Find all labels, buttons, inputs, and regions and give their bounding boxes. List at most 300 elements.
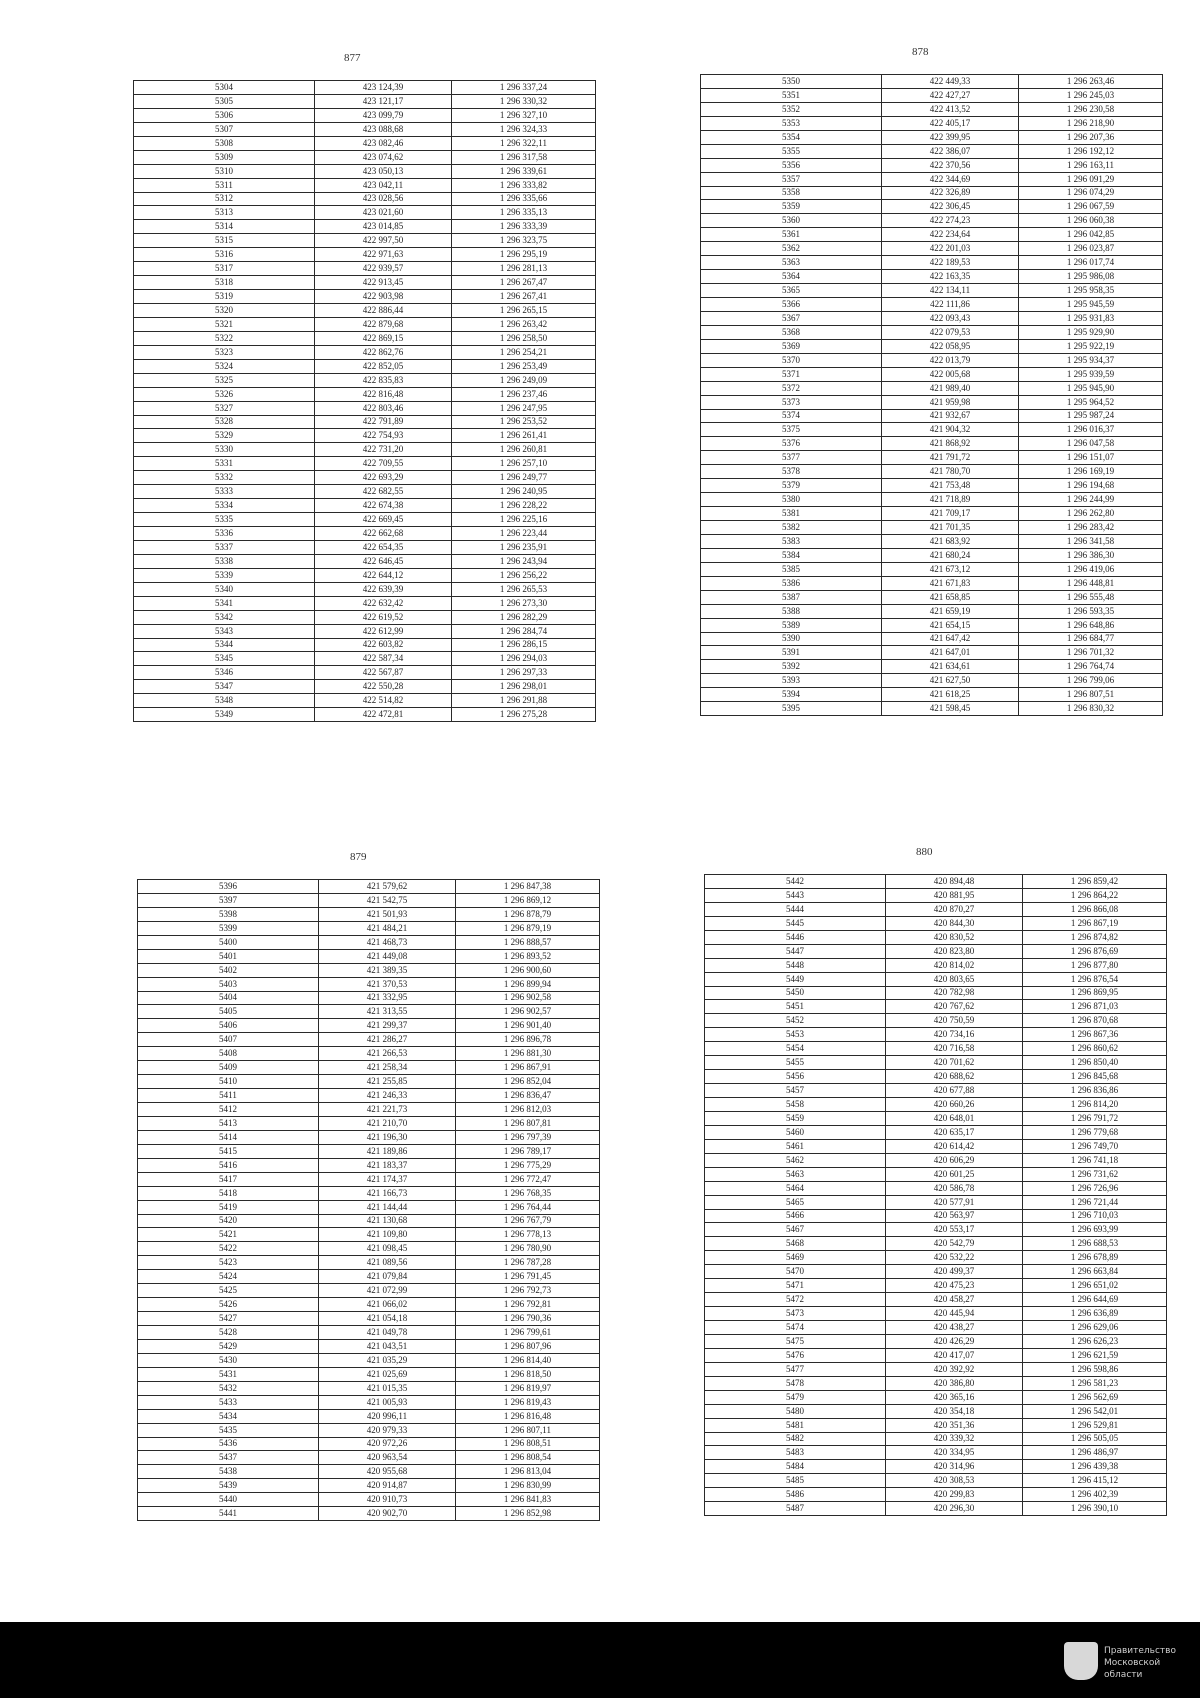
point-number-cell: 5360 xyxy=(701,214,882,228)
x-coordinate-cell: 422 005,68 xyxy=(882,367,1019,381)
point-number-cell: 5304 xyxy=(134,81,315,95)
table-row xyxy=(705,1446,1167,1460)
point-number-cell: 5416 xyxy=(138,1158,319,1172)
footer-bar xyxy=(0,1622,1200,1698)
y-coordinate-cell: 1 296 813,04 xyxy=(456,1465,600,1479)
x-coordinate-cell: 420 475,23 xyxy=(886,1279,1023,1293)
point-number-cell: 5472 xyxy=(705,1293,886,1307)
x-coordinate-cell: 422 163,35 xyxy=(882,270,1019,284)
point-number-cell: 5387 xyxy=(701,590,882,604)
x-coordinate-cell: 420 296,30 xyxy=(886,1502,1023,1516)
y-coordinate-cell: 1 296 562,69 xyxy=(1023,1390,1167,1404)
x-coordinate-cell: 422 587,34 xyxy=(315,652,452,666)
y-coordinate-cell: 1 296 870,68 xyxy=(1023,1014,1167,1028)
point-number-cell: 5465 xyxy=(705,1195,886,1209)
y-coordinate-cell: 1 296 876,54 xyxy=(1023,972,1167,986)
point-number-cell: 5319 xyxy=(134,290,315,304)
y-coordinate-cell: 1 296 598,86 xyxy=(1023,1362,1167,1376)
point-number-cell: 5362 xyxy=(701,242,882,256)
point-number-cell: 5375 xyxy=(701,423,882,437)
x-coordinate-cell: 420 532,22 xyxy=(886,1251,1023,1265)
y-coordinate-cell: 1 296 899,94 xyxy=(456,977,600,991)
y-coordinate-cell: 1 296 797,39 xyxy=(456,1130,600,1144)
table-row xyxy=(705,1153,1167,1167)
table-row xyxy=(138,1437,600,1451)
y-coordinate-cell: 1 296 867,91 xyxy=(456,1061,600,1075)
x-coordinate-cell: 420 803,65 xyxy=(886,972,1023,986)
y-coordinate-cell: 1 296 764,74 xyxy=(1019,660,1163,674)
y-coordinate-cell: 1 296 593,35 xyxy=(1019,604,1163,618)
point-number-cell: 5419 xyxy=(138,1200,319,1214)
table-row xyxy=(701,562,1163,576)
point-number-cell: 5468 xyxy=(705,1237,886,1251)
x-coordinate-cell: 421 015,35 xyxy=(319,1381,456,1395)
y-coordinate-cell: 1 296 067,59 xyxy=(1019,200,1163,214)
x-coordinate-cell: 421 659,19 xyxy=(882,604,1019,618)
point-number-cell: 5337 xyxy=(134,540,315,554)
y-coordinate-cell: 1 296 772,47 xyxy=(456,1172,600,1186)
point-number-cell: 5456 xyxy=(705,1070,886,1084)
x-coordinate-cell: 420 417,07 xyxy=(886,1348,1023,1362)
point-number-cell: 5405 xyxy=(138,1005,319,1019)
y-coordinate-cell: 1 296 731,62 xyxy=(1023,1167,1167,1181)
x-coordinate-cell: 422 234,64 xyxy=(882,228,1019,242)
x-coordinate-cell: 420 767,62 xyxy=(886,1000,1023,1014)
x-coordinate-cell: 421 647,01 xyxy=(882,646,1019,660)
point-number-cell: 5389 xyxy=(701,618,882,632)
y-coordinate-cell: 1 296 254,21 xyxy=(452,345,596,359)
table-row xyxy=(134,582,596,596)
point-number-cell: 5428 xyxy=(138,1326,319,1340)
point-number-cell: 5413 xyxy=(138,1116,319,1130)
y-coordinate-cell: 1 296 281,13 xyxy=(452,262,596,276)
table-row xyxy=(138,1270,600,1284)
point-number-cell: 5386 xyxy=(701,576,882,590)
x-coordinate-cell: 422 134,11 xyxy=(882,284,1019,298)
y-coordinate-cell: 1 296 337,24 xyxy=(452,81,596,95)
x-coordinate-cell: 421 221,73 xyxy=(319,1103,456,1117)
y-coordinate-cell: 1 295 964,52 xyxy=(1019,395,1163,409)
table-row xyxy=(138,1228,600,1242)
x-coordinate-cell: 421 144,44 xyxy=(319,1200,456,1214)
y-coordinate-cell: 1 296 415,12 xyxy=(1023,1474,1167,1488)
y-coordinate-cell: 1 295 939,59 xyxy=(1019,367,1163,381)
y-coordinate-cell: 1 296 091,29 xyxy=(1019,172,1163,186)
y-coordinate-cell: 1 296 333,39 xyxy=(452,220,596,234)
point-number-cell: 5395 xyxy=(701,702,882,716)
y-coordinate-cell: 1 296 223,44 xyxy=(452,527,596,541)
y-coordinate-cell: 1 296 893,52 xyxy=(456,949,600,963)
table-row xyxy=(138,880,600,894)
x-coordinate-cell: 422 879,68 xyxy=(315,317,452,331)
point-number-cell: 5409 xyxy=(138,1061,319,1075)
point-number-cell: 5474 xyxy=(705,1321,886,1335)
x-coordinate-cell: 420 910,73 xyxy=(319,1493,456,1507)
x-coordinate-cell: 420 354,18 xyxy=(886,1404,1023,1418)
point-number-cell: 5411 xyxy=(138,1089,319,1103)
x-coordinate-cell: 421 266,53 xyxy=(319,1047,456,1061)
table-row xyxy=(705,1334,1167,1348)
table-row xyxy=(138,1130,600,1144)
publisher-name xyxy=(1104,1645,1194,1681)
y-coordinate-cell: 1 296 017,74 xyxy=(1019,256,1163,270)
table-row xyxy=(701,576,1163,590)
x-coordinate-cell: 420 299,83 xyxy=(886,1488,1023,1502)
table-row xyxy=(134,513,596,527)
table-row xyxy=(705,1502,1167,1516)
point-number-cell: 5450 xyxy=(705,986,886,1000)
page-number-877: 877 xyxy=(344,52,361,64)
point-number-cell: 5402 xyxy=(138,963,319,977)
point-number-cell: 5355 xyxy=(701,144,882,158)
point-number-cell: 5315 xyxy=(134,234,315,248)
y-coordinate-cell: 1 296 016,37 xyxy=(1019,423,1163,437)
x-coordinate-cell: 421 246,33 xyxy=(319,1089,456,1103)
y-coordinate-cell: 1 296 257,10 xyxy=(452,457,596,471)
point-number-cell: 5434 xyxy=(138,1409,319,1423)
table-row xyxy=(138,1409,600,1423)
y-coordinate-cell: 1 296 249,77 xyxy=(452,471,596,485)
x-coordinate-cell: 422 869,15 xyxy=(315,331,452,345)
x-coordinate-cell: 422 079,53 xyxy=(882,325,1019,339)
y-coordinate-cell: 1 295 958,35 xyxy=(1019,284,1163,298)
y-coordinate-cell: 1 296 448,81 xyxy=(1019,576,1163,590)
point-number-cell: 5332 xyxy=(134,471,315,485)
point-number-cell: 5418 xyxy=(138,1186,319,1200)
x-coordinate-cell: 421 299,37 xyxy=(319,1019,456,1033)
y-coordinate-cell: 1 296 693,99 xyxy=(1023,1223,1167,1237)
table-row xyxy=(138,907,600,921)
y-coordinate-cell: 1 296 648,86 xyxy=(1019,618,1163,632)
x-coordinate-cell: 420 830,52 xyxy=(886,930,1023,944)
y-coordinate-cell: 1 296 871,03 xyxy=(1023,1000,1167,1014)
table-row xyxy=(138,1395,600,1409)
point-number-cell: 5318 xyxy=(134,276,315,290)
table-row xyxy=(705,944,1167,958)
point-number-cell: 5314 xyxy=(134,220,315,234)
point-number-cell: 5350 xyxy=(701,75,882,89)
x-coordinate-cell: 421 210,70 xyxy=(319,1116,456,1130)
point-number-cell: 5473 xyxy=(705,1307,886,1321)
point-number-cell: 5333 xyxy=(134,485,315,499)
x-coordinate-cell: 423 088,68 xyxy=(315,122,452,136)
point-number-cell: 5410 xyxy=(138,1075,319,1089)
table-row xyxy=(705,1348,1167,1362)
x-coordinate-cell: 423 099,79 xyxy=(315,108,452,122)
point-number-cell: 5356 xyxy=(701,158,882,172)
x-coordinate-cell: 421 634,61 xyxy=(882,660,1019,674)
coordinates-table-879 xyxy=(137,879,600,1521)
point-number-cell: 5414 xyxy=(138,1130,319,1144)
y-coordinate-cell: 1 296 778,13 xyxy=(456,1228,600,1242)
y-coordinate-cell: 1 295 934,37 xyxy=(1019,353,1163,367)
y-coordinate-cell: 1 296 207,36 xyxy=(1019,130,1163,144)
x-coordinate-cell: 421 618,25 xyxy=(882,688,1019,702)
y-coordinate-cell: 1 296 814,40 xyxy=(456,1353,600,1367)
y-coordinate-cell: 1 296 852,04 xyxy=(456,1075,600,1089)
y-coordinate-cell: 1 296 074,29 xyxy=(1019,186,1163,200)
point-number-cell: 5399 xyxy=(138,921,319,935)
x-coordinate-cell: 420 963,54 xyxy=(319,1451,456,1465)
x-coordinate-cell: 422 326,89 xyxy=(882,186,1019,200)
table-row xyxy=(138,1075,600,1089)
point-number-cell: 5460 xyxy=(705,1125,886,1139)
y-coordinate-cell: 1 296 322,11 xyxy=(452,136,596,150)
table-row xyxy=(134,234,596,248)
table-row xyxy=(705,958,1167,972)
point-number-cell: 5323 xyxy=(134,345,315,359)
x-coordinate-cell: 421 753,48 xyxy=(882,479,1019,493)
x-coordinate-cell: 422 835,83 xyxy=(315,373,452,387)
table-row xyxy=(705,1488,1167,1502)
table-row xyxy=(134,610,596,624)
y-coordinate-cell: 1 296 741,18 xyxy=(1023,1153,1167,1167)
x-coordinate-cell: 420 334,95 xyxy=(886,1446,1023,1460)
y-coordinate-cell: 1 296 790,36 xyxy=(456,1312,600,1326)
x-coordinate-cell: 421 671,83 xyxy=(882,576,1019,590)
table-row xyxy=(134,262,596,276)
point-number-cell: 5455 xyxy=(705,1056,886,1070)
y-coordinate-cell: 1 296 402,39 xyxy=(1023,1488,1167,1502)
x-coordinate-cell: 422 754,93 xyxy=(315,429,452,443)
table-row xyxy=(701,242,1163,256)
point-number-cell: 5365 xyxy=(701,284,882,298)
point-number-cell: 5452 xyxy=(705,1014,886,1028)
y-coordinate-cell: 1 296 721,44 xyxy=(1023,1195,1167,1209)
point-number-cell: 5482 xyxy=(705,1432,886,1446)
table-row xyxy=(134,638,596,652)
y-coordinate-cell: 1 296 859,42 xyxy=(1023,875,1167,889)
x-coordinate-cell: 423 124,39 xyxy=(315,81,452,95)
point-number-cell: 5341 xyxy=(134,596,315,610)
point-number-cell: 5444 xyxy=(705,902,886,916)
y-coordinate-cell: 1 296 814,20 xyxy=(1023,1098,1167,1112)
x-coordinate-cell: 421 174,37 xyxy=(319,1172,456,1186)
point-number-cell: 5352 xyxy=(701,102,882,116)
point-number-cell: 5433 xyxy=(138,1395,319,1409)
y-coordinate-cell: 1 296 807,81 xyxy=(456,1116,600,1130)
x-coordinate-cell: 421 579,62 xyxy=(319,880,456,894)
y-coordinate-cell: 1 296 684,77 xyxy=(1019,632,1163,646)
table-row xyxy=(138,963,600,977)
y-coordinate-cell: 1 296 235,91 xyxy=(452,540,596,554)
x-coordinate-cell: 421 089,56 xyxy=(319,1256,456,1270)
table-row xyxy=(138,1381,600,1395)
y-coordinate-cell: 1 296 847,38 xyxy=(456,880,600,894)
table-row xyxy=(134,680,596,694)
point-number-cell: 5396 xyxy=(138,880,319,894)
y-coordinate-cell: 1 296 678,89 xyxy=(1023,1251,1167,1265)
point-number-cell: 5445 xyxy=(705,916,886,930)
table-row xyxy=(701,590,1163,604)
table-row xyxy=(134,708,596,722)
y-coordinate-cell: 1 296 867,36 xyxy=(1023,1028,1167,1042)
y-coordinate-cell: 1 296 192,12 xyxy=(1019,144,1163,158)
coordinates-table-878 xyxy=(700,74,1163,716)
y-coordinate-cell: 1 295 986,08 xyxy=(1019,270,1163,284)
y-coordinate-cell: 1 296 807,96 xyxy=(456,1339,600,1353)
table-row xyxy=(701,688,1163,702)
table-row xyxy=(701,646,1163,660)
x-coordinate-cell: 422 201,03 xyxy=(882,242,1019,256)
y-coordinate-cell: 1 296 505,05 xyxy=(1023,1432,1167,1446)
table-row xyxy=(138,1451,600,1465)
table-row xyxy=(701,381,1163,395)
coordinates-table-880 xyxy=(704,874,1167,1516)
y-coordinate-cell: 1 296 799,06 xyxy=(1019,674,1163,688)
table-row xyxy=(701,702,1163,716)
point-number-cell: 5417 xyxy=(138,1172,319,1186)
y-coordinate-cell: 1 296 263,46 xyxy=(1019,75,1163,89)
x-coordinate-cell: 420 823,80 xyxy=(886,944,1023,958)
x-coordinate-cell: 422 662,68 xyxy=(315,527,452,541)
y-coordinate-cell: 1 296 621,59 xyxy=(1023,1348,1167,1362)
y-coordinate-cell: 1 296 263,42 xyxy=(452,317,596,331)
page-number-879: 879 xyxy=(350,851,367,863)
table-row xyxy=(701,493,1163,507)
x-coordinate-cell: 422 306,45 xyxy=(882,200,1019,214)
point-number-cell: 5354 xyxy=(701,130,882,144)
table-row xyxy=(701,437,1163,451)
point-number-cell: 5378 xyxy=(701,465,882,479)
point-number-cell: 5466 xyxy=(705,1209,886,1223)
x-coordinate-cell: 421 043,51 xyxy=(319,1339,456,1353)
table-row xyxy=(701,130,1163,144)
x-coordinate-cell: 420 782,98 xyxy=(886,986,1023,1000)
point-number-cell: 5331 xyxy=(134,457,315,471)
table-row xyxy=(701,479,1163,493)
y-coordinate-cell: 1 296 261,41 xyxy=(452,429,596,443)
table-row xyxy=(705,888,1167,902)
y-coordinate-cell: 1 296 808,54 xyxy=(456,1451,600,1465)
y-coordinate-cell: 1 296 256,22 xyxy=(452,568,596,582)
point-number-cell: 5427 xyxy=(138,1312,319,1326)
x-coordinate-cell: 420 648,01 xyxy=(886,1111,1023,1125)
point-number-cell: 5353 xyxy=(701,116,882,130)
x-coordinate-cell: 422 862,76 xyxy=(315,345,452,359)
table-row xyxy=(138,1256,600,1270)
x-coordinate-cell: 421 683,92 xyxy=(882,534,1019,548)
table-row xyxy=(138,1103,600,1117)
point-number-cell: 5442 xyxy=(705,875,886,889)
table-row xyxy=(138,893,600,907)
point-number-cell: 5349 xyxy=(134,708,315,722)
table-row xyxy=(705,1209,1167,1223)
table-row xyxy=(705,1265,1167,1279)
y-coordinate-cell: 1 296 626,23 xyxy=(1023,1334,1167,1348)
y-coordinate-cell: 1 296 240,95 xyxy=(452,485,596,499)
table-row xyxy=(705,1000,1167,1014)
y-coordinate-cell: 1 296 317,58 xyxy=(452,150,596,164)
y-coordinate-cell: 1 296 869,95 xyxy=(1023,986,1167,1000)
table-row xyxy=(134,415,596,429)
point-number-cell: 5394 xyxy=(701,688,882,702)
y-coordinate-cell: 1 295 929,90 xyxy=(1019,325,1163,339)
point-number-cell: 5424 xyxy=(138,1270,319,1284)
x-coordinate-cell: 422 612,99 xyxy=(315,624,452,638)
point-number-cell: 5462 xyxy=(705,1153,886,1167)
y-coordinate-cell: 1 296 151,07 xyxy=(1019,451,1163,465)
y-coordinate-cell: 1 296 265,53 xyxy=(452,582,596,596)
x-coordinate-cell: 420 499,37 xyxy=(886,1265,1023,1279)
table-row xyxy=(705,930,1167,944)
x-coordinate-cell: 420 881,95 xyxy=(886,888,1023,902)
y-coordinate-cell: 1 296 901,40 xyxy=(456,1019,600,1033)
x-coordinate-cell: 422 013,79 xyxy=(882,353,1019,367)
x-coordinate-cell: 422 413,52 xyxy=(882,102,1019,116)
x-coordinate-cell: 421 189,86 xyxy=(319,1144,456,1158)
point-number-cell: 5335 xyxy=(134,513,315,527)
x-coordinate-cell: 421 370,53 xyxy=(319,977,456,991)
point-number-cell: 5441 xyxy=(138,1507,319,1521)
y-coordinate-cell: 1 296 294,03 xyxy=(452,652,596,666)
x-coordinate-cell: 423 042,11 xyxy=(315,178,452,192)
point-number-cell: 5485 xyxy=(705,1474,886,1488)
point-number-cell: 5357 xyxy=(701,172,882,186)
point-number-cell: 5380 xyxy=(701,493,882,507)
point-number-cell: 5437 xyxy=(138,1451,319,1465)
y-coordinate-cell: 1 296 902,57 xyxy=(456,1005,600,1019)
point-number-cell: 5443 xyxy=(705,888,886,902)
point-number-cell: 5449 xyxy=(705,972,886,986)
y-coordinate-cell: 1 296 808,51 xyxy=(456,1437,600,1451)
y-coordinate-cell: 1 296 775,29 xyxy=(456,1158,600,1172)
table-row xyxy=(134,429,596,443)
y-coordinate-cell: 1 296 260,81 xyxy=(452,443,596,457)
y-coordinate-cell: 1 296 830,32 xyxy=(1019,702,1163,716)
y-coordinate-cell: 1 296 581,23 xyxy=(1023,1376,1167,1390)
point-number-cell: 5373 xyxy=(701,395,882,409)
y-coordinate-cell: 1 296 243,94 xyxy=(452,554,596,568)
x-coordinate-cell: 420 445,94 xyxy=(886,1307,1023,1321)
y-coordinate-cell: 1 296 555,48 xyxy=(1019,590,1163,604)
y-coordinate-cell: 1 296 419,06 xyxy=(1019,562,1163,576)
table-row xyxy=(134,527,596,541)
table-row xyxy=(134,471,596,485)
table-row xyxy=(134,122,596,136)
x-coordinate-cell: 421 654,15 xyxy=(882,618,1019,632)
x-coordinate-cell: 420 701,62 xyxy=(886,1056,1023,1070)
y-coordinate-cell: 1 296 636,89 xyxy=(1023,1307,1167,1321)
table-row xyxy=(701,367,1163,381)
table-row xyxy=(705,1125,1167,1139)
table-row xyxy=(705,1293,1167,1307)
table-row xyxy=(138,1284,600,1298)
y-coordinate-cell: 1 296 267,47 xyxy=(452,276,596,290)
y-coordinate-cell: 1 296 230,58 xyxy=(1019,102,1163,116)
point-number-cell: 5325 xyxy=(134,373,315,387)
y-coordinate-cell: 1 296 900,60 xyxy=(456,963,600,977)
x-coordinate-cell: 421 183,37 xyxy=(319,1158,456,1172)
table-row xyxy=(134,596,596,610)
table-row xyxy=(701,325,1163,339)
x-coordinate-cell: 421 868,92 xyxy=(882,437,1019,451)
y-coordinate-cell: 1 296 644,69 xyxy=(1023,1293,1167,1307)
y-coordinate-cell: 1 296 023,87 xyxy=(1019,242,1163,256)
point-number-cell: 5470 xyxy=(705,1265,886,1279)
x-coordinate-cell: 422 632,42 xyxy=(315,596,452,610)
point-number-cell: 5383 xyxy=(701,534,882,548)
point-number-cell: 5451 xyxy=(705,1000,886,1014)
x-coordinate-cell: 422 654,35 xyxy=(315,540,452,554)
x-coordinate-cell: 422 449,33 xyxy=(882,75,1019,89)
table-row xyxy=(701,75,1163,89)
table-row xyxy=(701,144,1163,158)
y-coordinate-cell: 1 296 869,12 xyxy=(456,893,600,907)
x-coordinate-cell: 423 021,60 xyxy=(315,206,452,220)
point-number-cell: 5421 xyxy=(138,1228,319,1242)
point-number-cell: 5467 xyxy=(705,1223,886,1237)
